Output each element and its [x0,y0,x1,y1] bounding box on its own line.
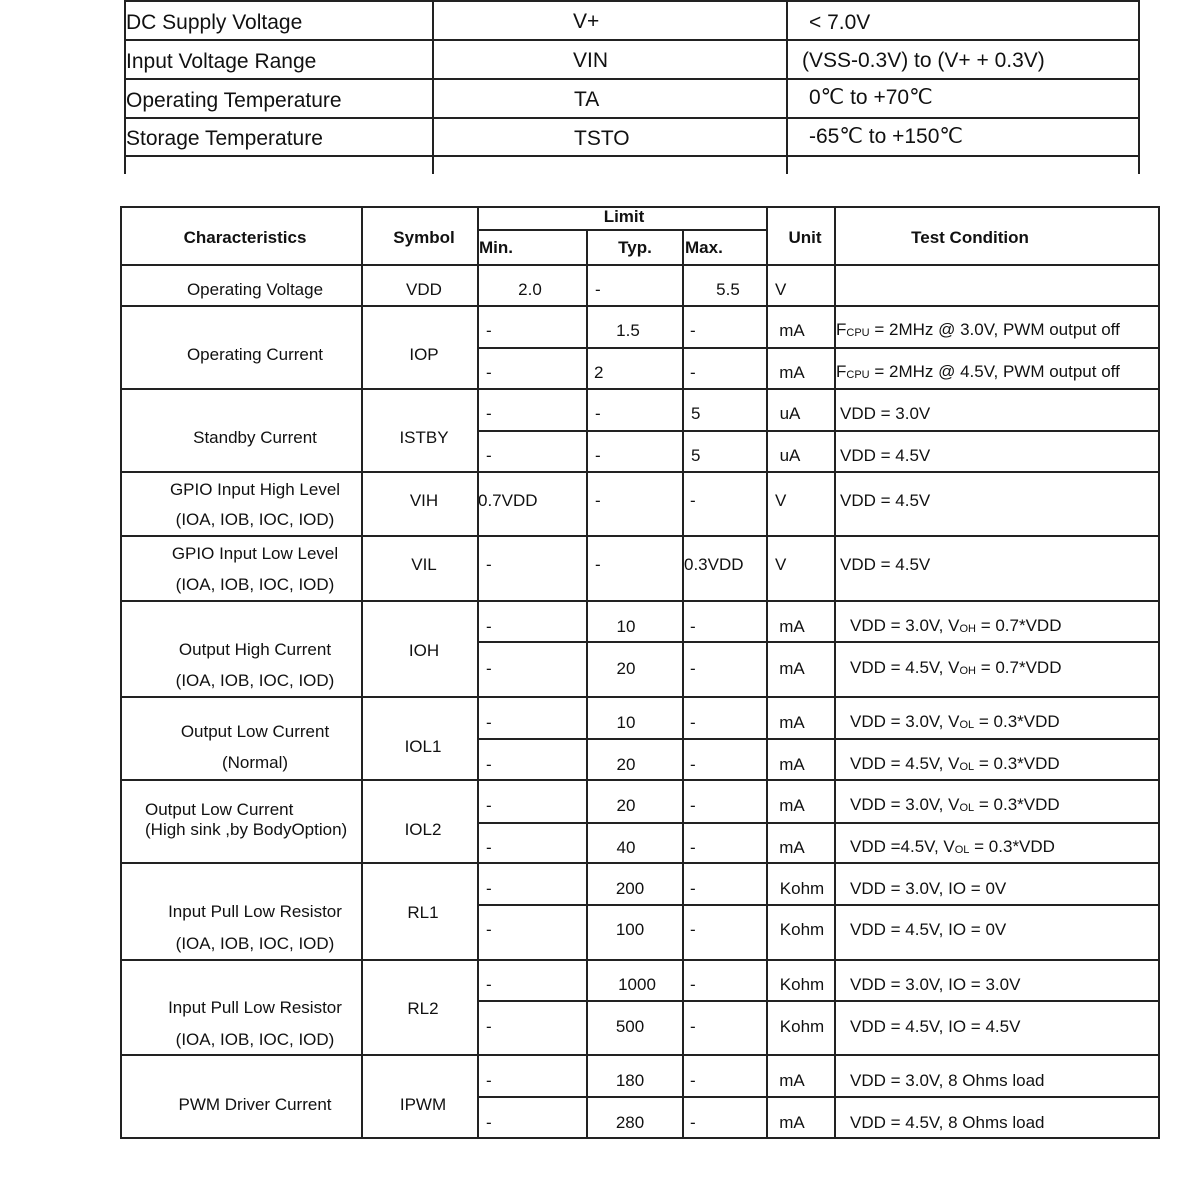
typ-cell: - [595,555,601,574]
max-cell: - [690,838,696,857]
row-divider [120,264,1160,266]
typ-cell: 1000 [618,975,656,994]
col-divider [586,229,588,1139]
min-cell: 0.7VDD [478,491,538,510]
max-cell: 5.5 [716,280,740,299]
min-cell: - [486,920,492,939]
max-cell: 0.3VDD [684,555,744,574]
char-subcell: (IOA, IOB, IOC, IOD) [175,671,335,690]
unit-cell: uA [779,446,801,465]
min-cell: - [486,321,492,340]
min-cell: - [486,1017,492,1036]
test-condition-cell: VDD = 3.0V, $V_{OL} = 0.3*VDD$ [850,795,1060,814]
rating-cell: -65℃ to +150℃ [809,125,964,148]
row-divider [124,155,1140,157]
row-divider [477,822,1160,824]
min-cell: - [486,713,492,732]
max-cell: 5 [691,404,701,423]
max-cell: - [690,363,696,382]
test-condition-cell: VDD = 4.5V, IO = 4.5V [850,1017,1021,1036]
header-typ: Typ. [618,238,652,257]
unit-cell: V [775,280,787,299]
row-divider [477,904,1160,906]
unit-cell: Kohm [779,920,825,939]
test-condition-cell: VDD = 4.5V, $V_{OH} = 0.7*VDD$ [850,658,1062,677]
row-divider [477,229,766,231]
row-divider [120,779,1160,781]
char-subcell: (IOA, IOB, IOC, IOD) [175,934,335,953]
rating-cell: (VSS-0.3V) to (V+ + 0.3V) [802,49,1045,72]
row-divider [477,347,1160,349]
max-cell: - [690,1071,696,1090]
test-condition-cell: VDD = 3.0V, 8 Ohms load [850,1071,1045,1090]
char-cell: Input Pull Low Resistor [168,902,342,921]
min-cell: - [486,975,492,994]
max-cell: - [690,617,696,636]
max-cell: - [690,1017,696,1036]
symbol-cell: VIH [409,491,439,510]
absolute-ratings-table [124,0,1140,174]
typ-cell: 100 [615,920,645,939]
typ-cell: 20 [616,796,636,815]
col-divider [682,229,684,1139]
row-divider [477,1000,1160,1002]
char-cell: Output High Current [178,640,332,659]
symbol-cell: RL2 [407,999,439,1018]
symbol-cell: TSTO [574,127,630,150]
col-divider [432,0,434,174]
test-condition-cell: VDD = 3.0V, IO = 3.0V [850,975,1021,994]
max-cell: - [690,713,696,732]
char-cell: Standby Current [193,428,317,447]
row-divider [120,471,1160,473]
symbol-cell: VDD [406,280,442,299]
test-condition-cell: VDD =4.5V, $V_{OL} = 0.3*VDD$ [850,837,1055,856]
row-divider [477,641,1160,643]
row-divider [124,0,1140,2]
typ-cell: 280 [615,1113,645,1132]
col-divider [120,206,122,1139]
unit-cell: mA [779,1071,805,1090]
row-divider [120,696,1160,698]
test-condition-cell: VDD = 4.5V, 8 Ohms load [850,1113,1045,1132]
unit-cell: mA [779,838,805,857]
max-cell: 5 [691,446,701,465]
col-divider [361,206,363,1139]
col-divider [766,206,768,1139]
symbol-cell: TA [574,88,600,111]
char-cell: Operating Temperature [126,89,342,112]
typ-cell: 2 [594,363,604,382]
test-condition-cell: $F_{CPU} = 2MHz$ @ 3.0V, PWM output off [836,320,1120,339]
symbol-cell: IOP [409,345,439,364]
min-cell: - [486,1113,492,1132]
typ-cell: - [595,446,601,465]
typ-cell: 20 [616,755,636,774]
test-condition-cell: VDD = 4.5V [840,555,931,574]
header-symbol: Symbol [393,228,455,247]
rating-cell: < 7.0V [809,11,871,34]
col-divider [1138,0,1140,174]
min-cell: 2.0 [518,280,542,299]
symbol-cell: IOL1 [404,737,442,756]
char-cell: Operating Voltage [186,280,324,299]
min-cell: - [486,796,492,815]
typ-cell: 500 [615,1017,645,1036]
unit-cell: mA [779,713,805,732]
row-divider [124,39,1140,41]
row-divider [120,388,1160,390]
col-divider [477,206,479,1139]
dc-characteristics-table [120,206,1160,1139]
typ-cell: - [595,280,601,299]
max-cell: - [690,755,696,774]
char-cell: Input Voltage Range [126,50,317,73]
min-cell: - [486,363,492,382]
header-characteristics: Characteristics [183,228,307,247]
char-subcell: (IOA, IOB, IOC, IOD) [175,575,335,594]
char-cell: Storage Temperature [126,127,323,150]
row-divider [124,117,1140,119]
symbol-cell: V+ [573,10,600,33]
row-divider [120,1137,1160,1139]
symbol-cell: IOL2 [404,820,442,839]
header-max: Max. [685,238,723,257]
max-cell: - [690,659,696,678]
row-divider [120,305,1160,307]
typ-cell: 10 [616,617,636,636]
symbol-cell: IPWM [399,1095,447,1114]
row-divider [120,1054,1160,1056]
unit-cell: Kohm [779,1017,825,1036]
char-cell: GPIO Input High Level [169,480,341,499]
col-divider [786,0,788,174]
max-cell: - [690,321,696,340]
unit-cell: mA [779,755,805,774]
unit-cell: mA [779,796,805,815]
symbol-cell: VIL [411,555,437,574]
header-test-condition: Test Condition [911,228,1029,247]
max-cell: - [690,879,696,898]
min-cell: - [486,659,492,678]
unit-cell: mA [779,659,805,678]
typ-cell: 200 [615,879,645,898]
unit-cell: V [775,491,787,510]
max-cell: - [690,491,696,510]
unit-cell: mA [779,321,805,340]
unit-cell: V [775,555,787,574]
symbol-cell: IOH [408,641,440,660]
char-subcell: (IOA, IOB, IOC, IOD) [175,510,335,529]
min-cell: - [486,404,492,423]
symbol-cell: ISTBY [399,428,449,447]
symbol-cell: RL1 [407,903,439,922]
min-cell: - [486,617,492,636]
min-cell: - [486,755,492,774]
char-cell: Output Low Current [145,800,294,819]
min-cell: - [486,446,492,465]
char-cell: Operating Current [186,345,324,364]
char-cell: DC Supply Voltage [126,11,303,34]
unit-cell: Kohm [779,879,825,898]
col-divider [1158,206,1160,1139]
rating-cell: 0℃ to +70℃ [809,86,933,109]
header-unit: Unit [788,228,822,247]
max-cell: - [690,796,696,815]
row-divider [477,1096,1160,1098]
typ-cell: 40 [616,838,636,857]
char-subcell: (Normal) [221,753,289,772]
row-divider [120,535,1160,537]
row-divider [120,959,1160,961]
typ-cell: - [595,491,601,510]
typ-cell: 1.5 [616,321,640,340]
test-condition-cell: VDD = 3.0V, IO = 0V [850,879,1007,898]
char-subcell: (High sink ,by BodyOption) [145,820,348,839]
unit-cell: mA [779,617,805,636]
min-cell: - [486,555,492,574]
row-divider [120,862,1160,864]
test-condition-cell: VDD = 4.5V [840,446,931,465]
row-divider [477,738,1160,740]
char-cell: Input Pull Low Resistor [168,998,342,1017]
unit-cell: uA [779,404,801,423]
header-limit: Limit [603,207,645,226]
char-subcell: (IOA, IOB, IOC, IOD) [175,1030,335,1049]
row-divider [477,430,1160,432]
char-cell: Output Low Current [180,722,330,741]
header-min: Min. [479,238,513,257]
test-condition-cell: VDD = 3.0V, $V_{OH} = 0.7*VDD$ [850,616,1062,635]
test-condition-cell: VDD = 3.0V, $V_{OL} = 0.3*VDD$ [850,712,1060,731]
col-divider [834,206,836,1139]
unit-cell: mA [779,1113,805,1132]
test-condition-cell: $F_{CPU} = 2MHz$ @ 4.5V, PWM output off [836,362,1120,381]
typ-cell: 20 [616,659,636,678]
test-condition-cell: VDD = 4.5V [840,491,931,510]
char-cell: PWM Driver Current [178,1095,332,1114]
test-condition-cell: VDD = 4.5V, IO = 0V [850,920,1007,939]
max-cell: - [690,975,696,994]
row-divider [120,206,1160,208]
typ-cell: - [595,404,601,423]
min-cell: - [486,1071,492,1090]
typ-cell: 10 [616,713,636,732]
test-condition-cell: VDD = 4.5V, $V_{OL} = 0.3*VDD$ [850,754,1060,773]
row-divider [124,78,1140,80]
typ-cell: 180 [615,1071,645,1090]
unit-cell: mA [779,363,805,382]
test-condition-cell: VDD = 3.0V [840,404,931,423]
char-cell: GPIO Input Low Level [171,544,339,563]
symbol-cell: VIN [573,49,609,72]
unit-cell: Kohm [779,975,825,994]
max-cell: - [690,1113,696,1132]
min-cell: - [486,838,492,857]
row-divider [120,600,1160,602]
min-cell: - [486,879,492,898]
max-cell: - [690,920,696,939]
